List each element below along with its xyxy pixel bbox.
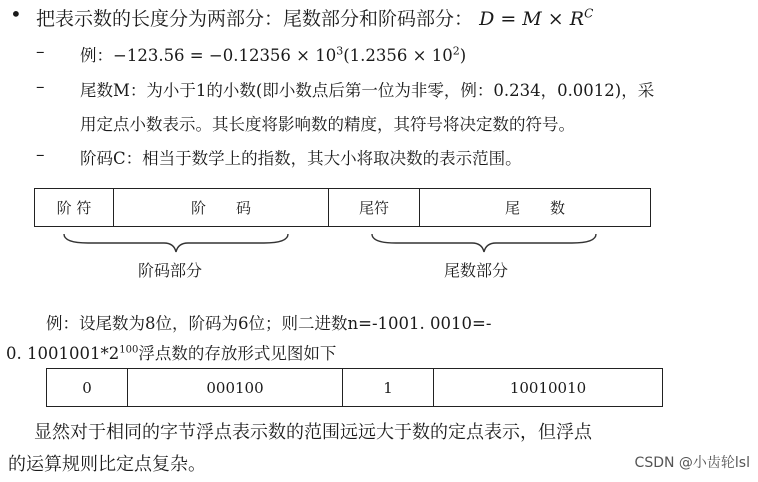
format-table	[34, 188, 651, 227]
formula-base: D = M × R	[479, 8, 585, 30]
exponent-part-label: 阶码部分	[138, 261, 203, 280]
example-formula-head: 例：−123.56 = −0.12356 × 10	[80, 46, 337, 65]
mantissa-part-label: 尾数部分	[444, 261, 509, 280]
example-line2-exp: 100	[119, 344, 139, 356]
example-formula-mid: (1.2356 × 10	[343, 46, 453, 65]
example-line1: 例：设尾数为8位，阶码为6位；则二进数n=-1001. 0010=-	[46, 314, 492, 333]
format-cell-mantissa-sign: 尾符	[329, 189, 420, 227]
mantissa-desc-line1: 尾数M：为小于1的小数(即小数点后第一位为非零，例：0.234，0.0012)，采	[80, 81, 655, 100]
main-bullet-label: 把表示数的长度分为两部分：尾数部分和阶码部分：	[36, 8, 474, 30]
mantissa-desc-line2: 用定点小数表示。其长度将影响数的精度，其符号将决定数的符号。	[80, 115, 575, 134]
value-cell-exponent: 000100	[128, 369, 343, 407]
value-cell-mantissa-sign: 1	[343, 369, 434, 407]
main-bullet-text	[36, 4, 593, 31]
example-exp-2: 2	[452, 44, 460, 58]
conclusion-line1: 显然对于相同的字节浮点表示数的范围远远大于数的定点表示，但浮点	[34, 422, 592, 443]
example-line2	[6, 340, 336, 364]
exponent-desc-line: 阶码C：相当于数学上的指数，其大小将取决数的表示范围。	[80, 149, 522, 168]
main-formula	[479, 8, 593, 30]
dash-bullet-2: –	[36, 77, 45, 97]
value-table	[46, 368, 663, 407]
value-cell-mantissa: 10010010	[434, 369, 663, 407]
format-cell-exp-sign: 阶 符	[35, 189, 114, 227]
bullet-dot: •	[10, 2, 22, 26]
value-cell-exp-sign: 0	[47, 369, 128, 407]
example-line2-head: 0. 1001001*2	[6, 344, 120, 363]
format-cell-mantissa: 尾 数	[420, 189, 651, 227]
dash-bullet-3: –	[36, 145, 45, 165]
csdn-watermark: CSDN @小齿轮lsl	[634, 455, 750, 471]
conclusion-line2: 的运算规则比定点复杂。	[8, 454, 206, 475]
mantissa-brace	[368, 232, 600, 256]
dash-bullet-1: –	[36, 42, 45, 62]
exponent-brace	[60, 232, 292, 256]
example-formula-line	[80, 42, 466, 66]
format-cell-exponent: 阶 码	[114, 189, 329, 227]
example-exp-1: 3	[336, 44, 344, 58]
example-line2-tail: 浮点数的存放形式见图如下	[138, 344, 337, 363]
example-formula-tail: )	[459, 46, 467, 65]
formula-exponent: C	[584, 6, 594, 21]
